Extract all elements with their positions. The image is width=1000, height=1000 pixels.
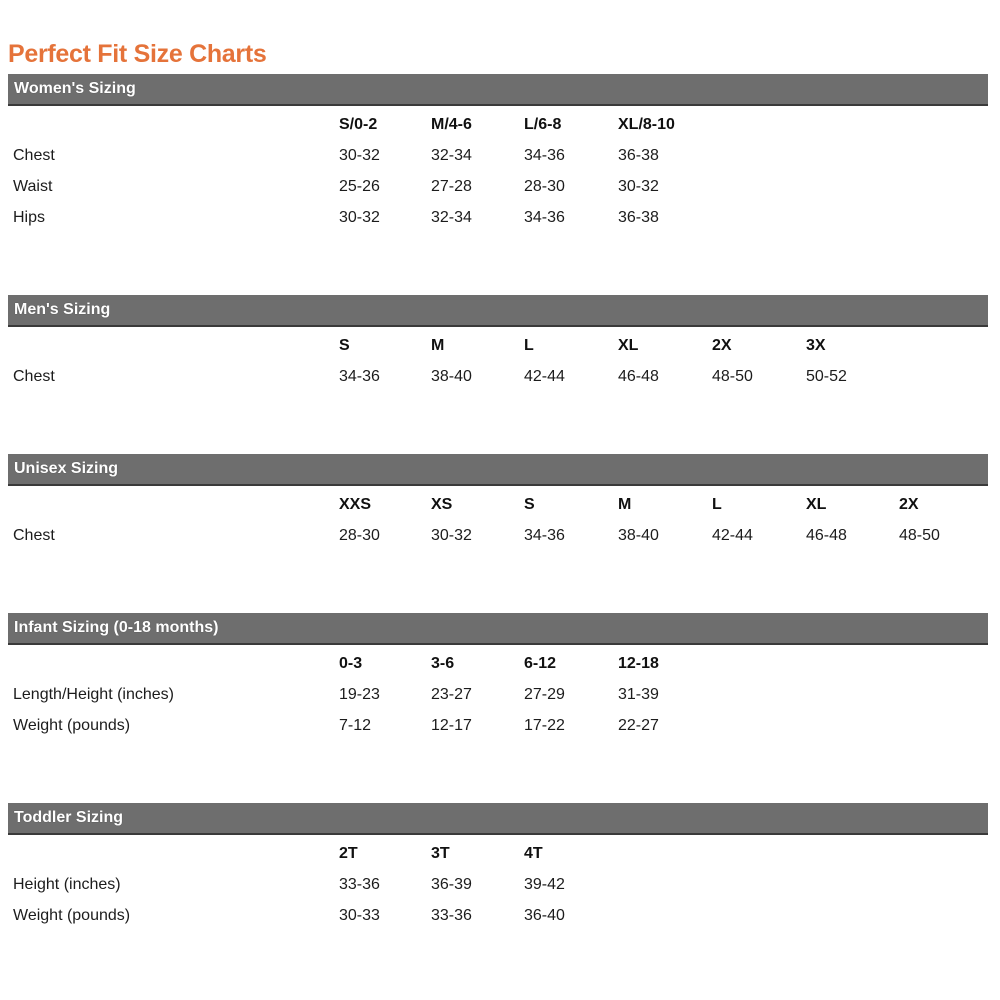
size-heading: 6-12 <box>524 655 557 672</box>
size-heading: 12-18 <box>618 655 659 672</box>
measurement-value: 33-36 <box>431 907 472 924</box>
measurement-value: 33-36 <box>339 876 380 893</box>
measurement-value: 32-34 <box>431 209 472 226</box>
measurement-value: 28-30 <box>524 178 565 195</box>
table-row <box>8 869 988 900</box>
measurement-value: 36-40 <box>524 907 565 924</box>
measurement-value: 34-36 <box>524 209 565 226</box>
measurement-value: 27-28 <box>431 178 472 195</box>
measurement-value: 23-27 <box>431 686 472 703</box>
size-heading: 4T <box>524 845 543 862</box>
row-label: Height (inches) <box>13 876 121 893</box>
size-heading: S <box>524 496 535 513</box>
size-header-row <box>8 330 988 361</box>
mens-sizing-section <box>8 295 988 392</box>
size-heading: L <box>712 496 722 513</box>
measurement-value: 36-38 <box>618 147 659 164</box>
row-label: Weight (pounds) <box>13 717 131 734</box>
measurement-value: 46-48 <box>618 368 659 385</box>
size-heading: XXS <box>339 496 372 513</box>
row-label: Chest <box>13 527 55 544</box>
size-table <box>8 109 988 233</box>
table-row <box>8 140 988 171</box>
row-label: Waist <box>13 178 53 195</box>
measurement-value: 30-32 <box>339 147 380 164</box>
measurement-value: 25-26 <box>339 178 380 195</box>
toddler-sizing-section <box>8 803 988 931</box>
size-heading: S <box>339 337 350 354</box>
measurement-value: 36-39 <box>431 876 472 893</box>
size-heading: M <box>618 496 632 513</box>
size-heading: XL/8-10 <box>618 116 675 133</box>
measurement-value: 34-36 <box>339 368 380 385</box>
measurement-value: 42-44 <box>712 527 753 544</box>
size-heading: 3X <box>806 337 826 354</box>
table-row <box>8 679 988 710</box>
measurement-value: 19-23 <box>339 686 380 703</box>
table-row <box>8 900 988 931</box>
size-table <box>8 489 988 551</box>
table-row <box>8 520 988 551</box>
measurement-value: 42-44 <box>524 368 565 385</box>
size-table <box>8 648 988 741</box>
measurement-value: 46-48 <box>806 527 847 544</box>
size-heading: XL <box>618 337 639 354</box>
size-table <box>8 838 988 931</box>
size-heading: 3-6 <box>431 655 455 672</box>
size-header-row <box>8 648 988 679</box>
size-heading: L <box>524 337 534 354</box>
section-header: Toddler Sizing <box>8 803 988 835</box>
row-label: Hips <box>13 209 46 226</box>
size-heading: L/6-8 <box>524 116 562 133</box>
measurement-value: 38-40 <box>431 368 472 385</box>
section-header: Infant Sizing (0-18 months) <box>8 613 988 645</box>
size-header-row <box>8 109 988 140</box>
measurement-value: 48-50 <box>899 527 940 544</box>
row-label: Length/Height (inches) <box>13 686 174 703</box>
measurement-value: 7-12 <box>339 717 372 734</box>
measurement-value: 12-17 <box>431 717 472 734</box>
measurement-value: 50-52 <box>806 368 847 385</box>
table-row <box>8 202 988 233</box>
measurement-value: 28-30 <box>339 527 380 544</box>
size-heading: M/4-6 <box>431 116 472 133</box>
measurement-value: 48-50 <box>712 368 753 385</box>
measurement-value: 36-38 <box>618 209 659 226</box>
measurement-value: 31-39 <box>618 686 659 703</box>
measurement-value: 22-27 <box>618 717 659 734</box>
page-title: Perfect Fit Size Charts <box>8 40 267 68</box>
measurement-value: 27-29 <box>524 686 565 703</box>
size-heading: 2T <box>339 845 358 862</box>
size-heading: 3T <box>431 845 450 862</box>
measurement-value: 34-36 <box>524 147 565 164</box>
size-heading: XS <box>431 496 453 513</box>
table-row <box>8 710 988 741</box>
size-heading: 2X <box>899 496 919 513</box>
measurement-value: 17-22 <box>524 717 565 734</box>
measurement-value: 32-34 <box>431 147 472 164</box>
size-heading: 2X <box>712 337 732 354</box>
measurement-value: 34-36 <box>524 527 565 544</box>
section-header: Unisex Sizing <box>8 454 988 486</box>
row-label: Chest <box>13 368 55 385</box>
measurement-value: 30-32 <box>339 209 380 226</box>
size-heading: XL <box>806 496 827 513</box>
section-header: Men's Sizing <box>8 295 988 327</box>
size-heading: S/0-2 <box>339 116 378 133</box>
measurement-value: 30-32 <box>431 527 472 544</box>
row-label: Weight (pounds) <box>13 907 131 924</box>
size-table <box>8 330 988 392</box>
size-heading: 0-3 <box>339 655 363 672</box>
section-header: Women's Sizing <box>8 74 988 106</box>
table-row <box>8 361 988 392</box>
size-heading: M <box>431 337 445 354</box>
measurement-value: 38-40 <box>618 527 659 544</box>
measurement-value: 39-42 <box>524 876 565 893</box>
size-header-row <box>8 489 988 520</box>
measurement-value: 30-33 <box>339 907 380 924</box>
measurement-value: 30-32 <box>618 178 659 195</box>
size-header-row <box>8 838 988 869</box>
infant-sizing-section <box>8 613 988 741</box>
row-label: Chest <box>13 147 55 164</box>
table-row <box>8 171 988 202</box>
unisex-sizing-section <box>8 454 988 551</box>
womens-sizing-section <box>8 74 988 233</box>
